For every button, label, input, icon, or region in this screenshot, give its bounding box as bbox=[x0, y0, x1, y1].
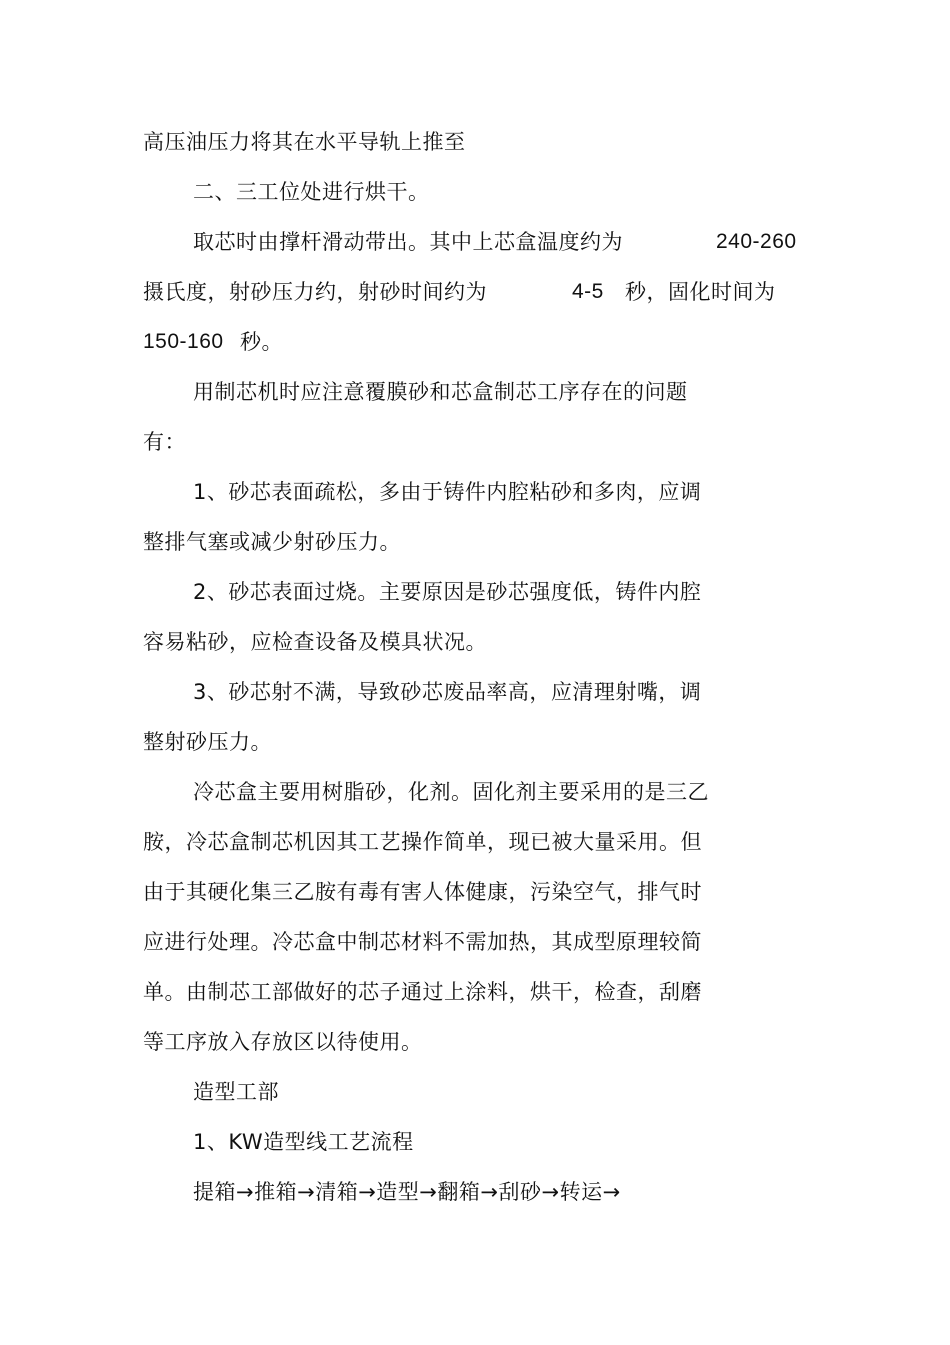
text-line: 容易粘砂，应检查设备及模具状况。 bbox=[143, 630, 487, 654]
text-line: 用制芯机时应注意覆膜砂和芯盒制芯工序存在的问题 bbox=[193, 380, 688, 404]
text-line: 秒。 bbox=[240, 330, 283, 354]
text-line: 1、砂芯表面疏松，多由于铸件内腔粘砂和多肉，应调 bbox=[193, 480, 702, 504]
text-line: 冷芯盒主要用树脂砂，化剂。固化剂主要采用的是三乙 bbox=[193, 780, 709, 804]
text-line: 2、砂芯表面过烧。主要原因是砂芯强度低，铸件内腔 bbox=[193, 580, 702, 604]
text-line: 由于其硬化集三乙胺有毒有害人体健康，污染空气，排气时 bbox=[143, 880, 702, 904]
text-line: 胺，冷芯盒制芯机因其工艺操作简单，现已被大量采用。但 bbox=[143, 830, 702, 854]
text-line: 秒，固化时间为 bbox=[625, 280, 776, 304]
text-line: 高压油压力将其在水平导轨上推至 bbox=[143, 130, 466, 154]
text-line: 提箱→推箱→清箱→造型→翻箱→刮砂→转运→ bbox=[193, 1180, 621, 1204]
section-heading: 造型工部 bbox=[193, 1080, 279, 1104]
text-line: 4-5 bbox=[572, 280, 604, 303]
text-line: 应进行处理。冷芯盒中制芯材料不需加热，其成型原理较简 bbox=[143, 930, 702, 954]
text-line: 3、砂芯射不满，导致砂芯废品率高，应清理射嘴，调 bbox=[193, 680, 702, 704]
text-line: 240-260 bbox=[716, 230, 797, 253]
text-line: 摄氏度，射砂压力约，射砂时间约为 bbox=[143, 280, 487, 304]
text-line: 取芯时由撑杆滑动带出。其中上芯盒温度约为 bbox=[193, 230, 623, 254]
text-line: 整射砂压力。 bbox=[143, 730, 272, 754]
text-line: 150-160 bbox=[143, 330, 224, 353]
text-line: 有： bbox=[143, 430, 186, 454]
text-line: 整排气塞或减少射砂压力。 bbox=[143, 530, 401, 554]
text-line: 单。由制芯工部做好的芯子通过上涂料，烘干，检查，刮磨 bbox=[143, 980, 702, 1004]
text-line: 二、三工位处进行烘干。 bbox=[193, 180, 430, 204]
text-line: 等工序放入存放区以待使用。 bbox=[143, 1030, 423, 1054]
text-line: 1、KW造型线工艺流程 bbox=[193, 1130, 414, 1154]
